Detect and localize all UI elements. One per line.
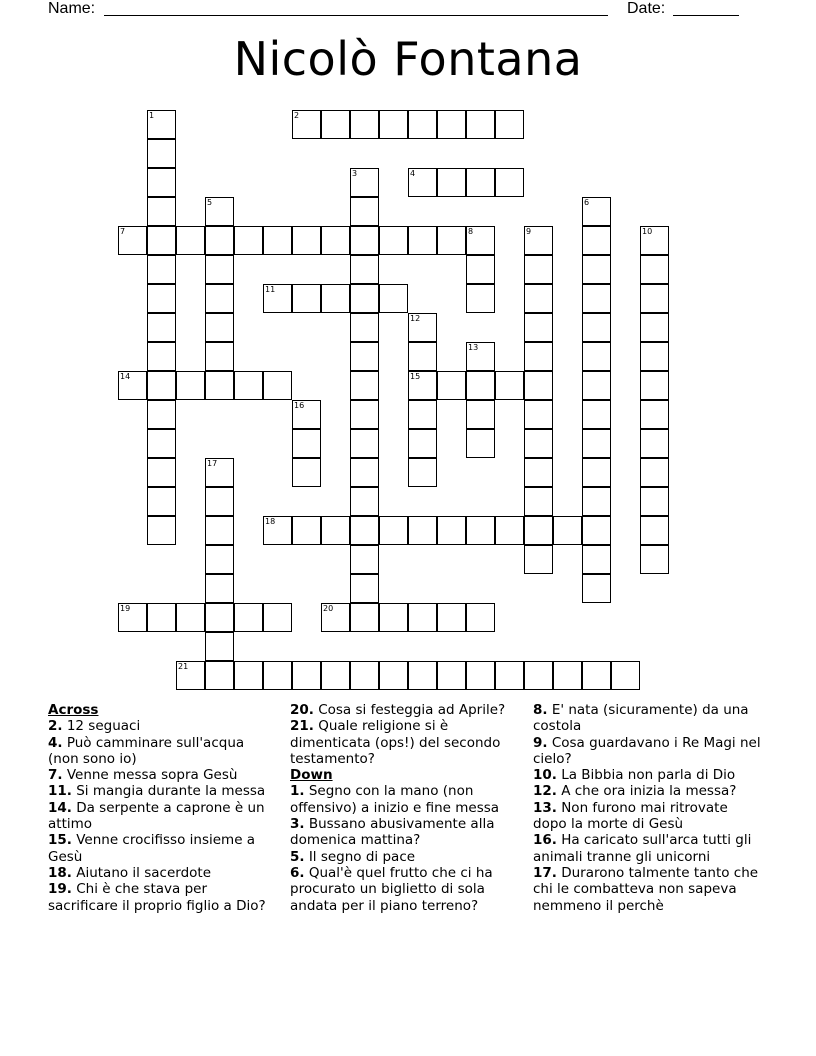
crossword-cell[interactable] [466, 603, 495, 632]
clues-column-1 [48, 702, 278, 914]
crossword-cell[interactable] [640, 516, 669, 545]
clue: 20. Cosa si festeggia ad Aprile? [290, 702, 506, 718]
crossword-cell[interactable] [292, 110, 321, 139]
crossword-cell[interactable] [640, 226, 669, 255]
crossword-cell[interactable] [147, 429, 176, 458]
crossword-cell[interactable] [466, 429, 495, 458]
crossword-cell[interactable] [147, 400, 176, 429]
crossword-cell[interactable] [495, 168, 524, 197]
crossword-cell[interactable] [350, 458, 379, 487]
clue-number-label: 1. [290, 783, 305, 800]
clue-number-label: 16. [533, 832, 557, 849]
crossword-cell[interactable] [350, 661, 379, 690]
crossword-cell[interactable] [582, 516, 611, 545]
crossword-cell[interactable] [640, 487, 669, 516]
crossword-cell[interactable] [205, 255, 234, 284]
crossword-cell[interactable] [437, 371, 466, 400]
crossword-cell[interactable] [524, 255, 553, 284]
crossword-cell[interactable] [147, 226, 176, 255]
crossword-cell[interactable] [466, 168, 495, 197]
clue-number-label: 4. [48, 734, 63, 751]
crossword-cell[interactable] [437, 603, 466, 632]
crossword-cell[interactable] [205, 661, 234, 690]
clue-number: 21 [178, 662, 189, 671]
crossword-cell[interactable] [437, 110, 466, 139]
clue-number: 9 [526, 227, 532, 236]
clue: 16. Ha caricato sull'arca tutti gli animali tranne gli unicorni [533, 832, 752, 865]
crossword-cell[interactable] [640, 313, 669, 342]
crossword-cell[interactable] [205, 545, 234, 574]
clue: 7. Venne messa sopra Gesù [48, 767, 238, 784]
crossword-cell[interactable] [379, 661, 408, 690]
crossword-cell[interactable] [524, 400, 553, 429]
crossword-cell[interactable] [582, 226, 611, 255]
date-label: Date: [627, 0, 666, 17]
clue-number: 6 [584, 198, 590, 207]
crossword-cell[interactable] [118, 371, 147, 400]
clue: 19. Chi è che stava per sacrificare il proprio figlio a Dio? [48, 881, 266, 914]
crossword-cell[interactable] [321, 110, 350, 139]
crossword-cell[interactable] [379, 516, 408, 545]
crossword-cell[interactable] [147, 371, 176, 400]
crossword-cell[interactable] [408, 168, 437, 197]
clue-number-label: 5. [290, 848, 305, 865]
clue-number-label: 17. [533, 864, 557, 881]
clue: 21. Quale religione si è dimenticata (ops!) del secondo testamento? [290, 718, 501, 767]
crossword-cell[interactable] [640, 284, 669, 313]
crossword-cell[interactable] [495, 371, 524, 400]
crossword-cell[interactable] [350, 429, 379, 458]
clue-number: 5 [207, 198, 213, 207]
crossword-cell[interactable] [582, 284, 611, 313]
clue-number-label: 18. [48, 864, 72, 881]
crossword-cell[interactable] [234, 226, 263, 255]
crossword-cell[interactable] [437, 516, 466, 545]
clue-number-label: 20. [290, 702, 314, 718]
clue: 5. Il segno di pace [290, 848, 416, 865]
crossword-cell[interactable] [350, 110, 379, 139]
crossword-cell[interactable] [582, 371, 611, 400]
clue-number: 18 [265, 517, 276, 526]
crossword-cell[interactable] [408, 516, 437, 545]
crossword-cell[interactable] [205, 284, 234, 313]
crossword-cell[interactable] [466, 516, 495, 545]
crossword-cell[interactable] [205, 342, 234, 371]
clue-number: 1 [149, 111, 155, 120]
crossword-cell[interactable] [205, 313, 234, 342]
crossword-cell[interactable] [321, 603, 350, 632]
clue-number: 8 [468, 227, 474, 236]
crossword-cell[interactable] [263, 516, 292, 545]
crossword-cell[interactable] [553, 661, 582, 690]
clue: 3. Bussano abusivamente alla domenica mattina? [290, 816, 495, 849]
crossword-cell[interactable] [495, 516, 524, 545]
crossword-cell[interactable] [292, 226, 321, 255]
crossword-cell[interactable] [350, 545, 379, 574]
clue-number-label: 19. [48, 881, 72, 898]
clue-number-label: 7. [48, 767, 63, 784]
crossword-cell[interactable] [263, 371, 292, 400]
crossword-cell[interactable] [350, 516, 379, 545]
crossword-cell[interactable] [640, 342, 669, 371]
crossword-cell[interactable] [466, 400, 495, 429]
crossword-cell[interactable] [263, 603, 292, 632]
crossword-cell[interactable] [640, 429, 669, 458]
clues-heading: Down [290, 767, 333, 784]
clue-number: 20 [323, 604, 334, 613]
crossword-cell[interactable] [582, 313, 611, 342]
crossword-cell[interactable] [582, 197, 611, 226]
crossword-cell[interactable] [611, 661, 640, 690]
crossword-cell[interactable] [205, 458, 234, 487]
clue: 14. Da serpente a caprone è un attimo [48, 799, 265, 833]
crossword-cell[interactable] [524, 487, 553, 516]
crossword-cell[interactable] [379, 603, 408, 632]
crossword-cell[interactable] [466, 661, 495, 690]
clue-number-label: 15. [48, 832, 72, 849]
clue-number: 15 [410, 372, 421, 381]
crossword-cell[interactable] [582, 342, 611, 371]
clue: 18. Aiutano il sacerdote [48, 864, 211, 881]
crossword-cell[interactable] [205, 603, 234, 632]
crossword-cell[interactable] [292, 516, 321, 545]
crossword-cell[interactable] [234, 661, 263, 690]
crossword-cell[interactable] [147, 168, 176, 197]
crossword-cell[interactable] [350, 313, 379, 342]
crossword-cell[interactable] [205, 226, 234, 255]
clue-number-label: 14. [48, 799, 72, 816]
clue-number-label: 9. [533, 734, 548, 751]
clue-number-label: 6. [290, 864, 305, 881]
crossword-cell[interactable] [582, 400, 611, 429]
crossword-cell[interactable] [350, 487, 379, 516]
crossword-cell[interactable] [350, 197, 379, 226]
crossword-cell[interactable] [408, 371, 437, 400]
crossword-cell[interactable] [234, 603, 263, 632]
crossword-cell[interactable] [379, 110, 408, 139]
clue-number-label: 12. [533, 783, 557, 800]
clue-number: 3 [352, 169, 358, 178]
crossword-cell[interactable] [118, 603, 147, 632]
crossword-cell[interactable] [350, 342, 379, 371]
clue-number: 17 [207, 459, 218, 468]
crossword-cell[interactable] [350, 255, 379, 284]
crossword-cell[interactable] [321, 284, 350, 313]
crossword-cell[interactable] [147, 603, 176, 632]
crossword-cell[interactable] [350, 371, 379, 400]
clue: 9. Cosa guardavano i Re Magi nel cielo? [533, 734, 761, 767]
crossword-cell[interactable] [466, 371, 495, 400]
crossword-cell[interactable] [408, 458, 437, 487]
crossword-cell[interactable] [408, 429, 437, 458]
clue: 15. Venne crocifisso insieme a Gesù [48, 832, 256, 865]
crossword-cell[interactable] [147, 255, 176, 284]
clue: 4. Può camminare sull'acqua (non sono io) [48, 734, 245, 767]
crossword-cell[interactable] [205, 516, 234, 545]
crossword-cell[interactable] [176, 371, 205, 400]
crossword-cell[interactable] [147, 313, 176, 342]
clue: 2. 12 seguaci [48, 718, 141, 735]
crossword-cell[interactable] [408, 226, 437, 255]
crossword-cell[interactable] [524, 429, 553, 458]
crossword-cell[interactable] [263, 284, 292, 313]
crossword-cell[interactable] [524, 342, 553, 371]
clue-number-label: 10. [533, 767, 557, 784]
clue-number: 12 [410, 314, 421, 323]
crossword-cell[interactable] [379, 284, 408, 313]
crossword-cell[interactable] [147, 110, 176, 139]
crossword-cell[interactable] [350, 574, 379, 603]
crossword-cell[interactable] [408, 110, 437, 139]
clue-number: 19 [120, 604, 131, 613]
clue-number-label: 11. [48, 783, 72, 800]
crossword-cell[interactable] [147, 516, 176, 545]
crossword-cell[interactable] [350, 226, 379, 255]
clue: 12. A che ora inizia la messa? [533, 783, 737, 800]
clue-number-label: 8. [533, 702, 548, 718]
crossword-cell[interactable] [205, 574, 234, 603]
crossword-cell[interactable] [466, 284, 495, 313]
crossword-cell[interactable] [350, 400, 379, 429]
clue-number: 2 [294, 111, 300, 120]
clue-number-label: 2. [48, 718, 63, 735]
crossword-cell[interactable] [466, 110, 495, 139]
crossword-cell[interactable] [466, 255, 495, 284]
crossword-cell[interactable] [408, 661, 437, 690]
puzzle-title: Nicolò Fontana [233, 32, 583, 86]
crossword-cell[interactable] [466, 226, 495, 255]
crossword-cell[interactable] [524, 516, 553, 545]
crossword-cell[interactable] [321, 226, 350, 255]
crossword-cell[interactable] [524, 284, 553, 313]
crossword-cell[interactable] [553, 516, 582, 545]
crossword-cell[interactable] [408, 603, 437, 632]
crossword-cell[interactable] [205, 197, 234, 226]
clue-number: 7 [120, 227, 126, 236]
crossword-cell[interactable] [263, 226, 292, 255]
clue: 10. La Bibbia non parla di Dio [533, 767, 736, 784]
clues-heading: Across [48, 702, 99, 718]
clue-number: 11 [265, 285, 276, 294]
clue-number-label: 3. [290, 816, 305, 833]
name-label: Name: [48, 0, 96, 17]
crossword-cell[interactable] [321, 661, 350, 690]
crossword-cell[interactable] [495, 110, 524, 139]
crossword-cell[interactable] [640, 255, 669, 284]
crossword-cell[interactable] [176, 603, 205, 632]
crossword-cell[interactable] [640, 458, 669, 487]
crossword-cell[interactable] [263, 661, 292, 690]
crossword-cell[interactable] [118, 226, 147, 255]
clues-column-3 [533, 702, 763, 914]
crossword-cell[interactable] [466, 342, 495, 371]
crossword-cell[interactable] [437, 168, 466, 197]
crossword-cell[interactable] [524, 545, 553, 574]
crossword-cell[interactable] [408, 400, 437, 429]
clue: 17. Durarono talmente tanto che chi le combatteva non sapeva nemmeno il perchè [533, 864, 759, 914]
crossword-cell[interactable] [582, 661, 611, 690]
crossword-cell[interactable] [495, 661, 524, 690]
crossword-cell[interactable] [350, 284, 379, 313]
clue-number: 10 [642, 227, 653, 236]
clue-number-label: 21. [290, 718, 314, 735]
crossword-cell[interactable] [350, 168, 379, 197]
clue-number: 13 [468, 343, 479, 352]
crossword-cell[interactable] [437, 226, 466, 255]
crossword-cell[interactable] [524, 313, 553, 342]
crossword-cell[interactable] [379, 226, 408, 255]
clue-number-label: 13. [533, 799, 557, 816]
clue-number: 4 [410, 169, 416, 178]
clue: 1. Segno con la mano (non offensivo) a inizio e fine messa [290, 783, 500, 816]
crossword-cell[interactable] [582, 458, 611, 487]
crossword-cell[interactable] [205, 632, 234, 661]
crossword-cell[interactable] [640, 545, 669, 574]
crossword-cell[interactable] [147, 458, 176, 487]
crossword-cell[interactable] [292, 661, 321, 690]
crossword-cell[interactable] [292, 400, 321, 429]
crossword-cell[interactable] [524, 226, 553, 255]
crossword-cell[interactable] [524, 371, 553, 400]
crossword-cell[interactable] [437, 661, 466, 690]
clue: 13. Non furono mai ritrovate dopo la morte di Gesù [533, 799, 728, 833]
crossword-cell[interactable] [582, 429, 611, 458]
crossword-cell[interactable] [582, 487, 611, 516]
crossword-cell[interactable] [147, 342, 176, 371]
crossword-cell[interactable] [524, 661, 553, 690]
crossword-cell[interactable] [292, 429, 321, 458]
crossword-cell[interactable] [205, 371, 234, 400]
crossword-cell[interactable] [524, 458, 553, 487]
crossword-cell[interactable] [582, 574, 611, 603]
crossword-cell[interactable] [176, 661, 205, 690]
crossword-cell[interactable] [147, 487, 176, 516]
clue: 6. Qual'è quel frutto che ci ha procurato un biglietto di sola andata per il piano terreno? [290, 864, 493, 914]
clue: 8. E' nata (sicuramente) da una costola [533, 702, 749, 735]
crossword-cell[interactable] [205, 487, 234, 516]
crossword-cell[interactable] [582, 545, 611, 574]
crossword-cell[interactable] [582, 255, 611, 284]
crossword-cell[interactable] [292, 284, 321, 313]
crossword-cell[interactable] [147, 139, 176, 168]
crossword-cell[interactable] [640, 371, 669, 400]
crossword-cell[interactable] [147, 284, 176, 313]
clues-column-2 [290, 702, 525, 914]
clue-number: 14 [120, 372, 131, 381]
crossword-cell[interactable] [408, 342, 437, 371]
clue-number: 16 [294, 401, 305, 410]
crossword-cell[interactable] [292, 458, 321, 487]
clue: 11. Si mangia durante la messa [48, 783, 266, 800]
crossword-cell[interactable] [408, 313, 437, 342]
crossword-cell[interactable] [147, 197, 176, 226]
crossword-cell[interactable] [321, 516, 350, 545]
crossword-cell[interactable] [350, 603, 379, 632]
crossword-cell[interactable] [640, 400, 669, 429]
crossword-cell[interactable] [176, 226, 205, 255]
crossword-cell[interactable] [234, 371, 263, 400]
